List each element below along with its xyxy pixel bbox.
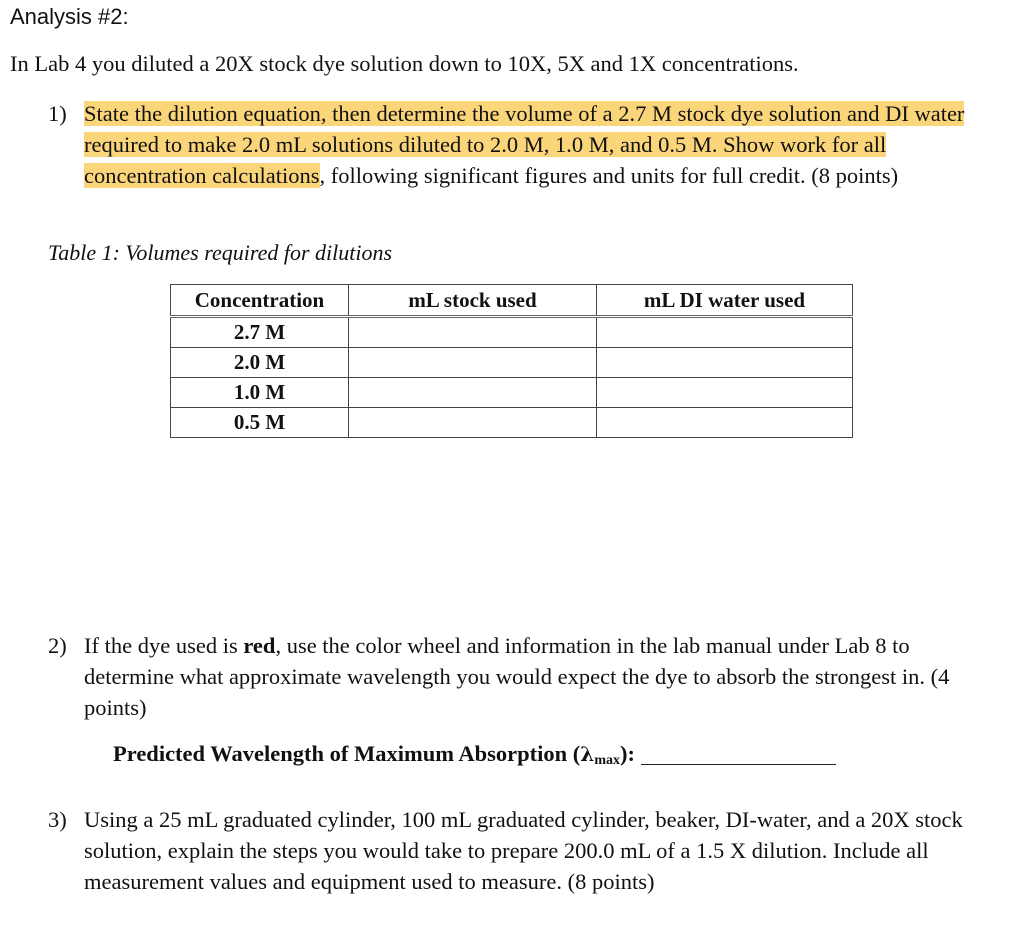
question-3 xyxy=(48,804,989,897)
question-1-text xyxy=(84,98,989,191)
cell-stock[interactable] xyxy=(349,348,597,378)
cell-stock[interactable] xyxy=(349,408,597,438)
table-row xyxy=(171,408,853,438)
intro-text: In Lab 4 you diluted a 20X stock dye solution down to 10X, 5X and 1X concentrations. xyxy=(10,51,799,76)
table-caption: Table 1: Volumes required for dilutions xyxy=(48,240,393,265)
question-1 xyxy=(48,98,989,191)
table-header-row xyxy=(171,285,853,317)
cell-stock[interactable] xyxy=(349,378,597,408)
question-3-number: 3) xyxy=(48,807,67,832)
predicted-label: Predicted Wavelength of Maximum Absorption ( xyxy=(113,741,581,766)
page-heading: Analysis #2: xyxy=(10,4,129,29)
question-2-after: , use the color wheel and information in the lab manual under Lab 8 to determine what approximate wavelength you would expect the dye to absorb the strongest in. (4 points) xyxy=(84,633,950,720)
question-1-rest: , following significant figures and units for full credit. (8 points) xyxy=(319,163,899,188)
question-2 xyxy=(48,630,989,723)
table-row xyxy=(171,378,853,408)
cell-stock[interactable] xyxy=(349,317,597,348)
cell-water[interactable] xyxy=(597,317,853,348)
predicted-wavelength-line xyxy=(113,741,836,769)
cell-concentration: 2.0 M xyxy=(171,348,349,378)
lambda-symbol: λ xyxy=(580,742,595,766)
cell-concentration: 1.0 M xyxy=(171,378,349,408)
question-2-number: 2) xyxy=(48,633,67,658)
header-water: mL DI water used xyxy=(597,285,853,317)
question-2-text xyxy=(84,630,989,723)
cell-water[interactable] xyxy=(597,408,853,438)
volumes-table xyxy=(170,284,853,438)
table-row xyxy=(171,317,853,348)
cell-concentration: 2.7 M xyxy=(171,317,349,348)
cell-water[interactable] xyxy=(597,378,853,408)
cell-water[interactable] xyxy=(597,348,853,378)
answer-blank[interactable] xyxy=(641,742,836,765)
question-1-highlight: State the dilution equation, then determine the volume of a 2.7 M stock dye solution and DI water required to make 2.0 mL solutions diluted to 2.0 M, 1.0 M, and 0.5 M. Show work for all concentration calculations xyxy=(84,101,965,188)
question-1-number: 1) xyxy=(48,101,67,126)
lambda-subscript: max xyxy=(594,753,620,768)
question-2-before: If the dye used is xyxy=(84,633,244,658)
predicted-end: ): xyxy=(620,741,635,766)
header-concentration: Concentration xyxy=(171,285,349,317)
question-2-bold: red xyxy=(243,633,276,658)
header-stock: mL stock used xyxy=(349,285,597,317)
table-row xyxy=(171,348,853,378)
cell-concentration: 0.5 M xyxy=(171,408,349,438)
question-3-text: Using a 25 mL graduated cylinder, 100 mL graduated cylinder, beaker, DI-water, and a 20X stock solution, explain the steps you would take to prepare 200.0 mL of a 1.5 X dilution. Include all measurement values and equipment used to measure. (8 points) xyxy=(84,807,963,894)
